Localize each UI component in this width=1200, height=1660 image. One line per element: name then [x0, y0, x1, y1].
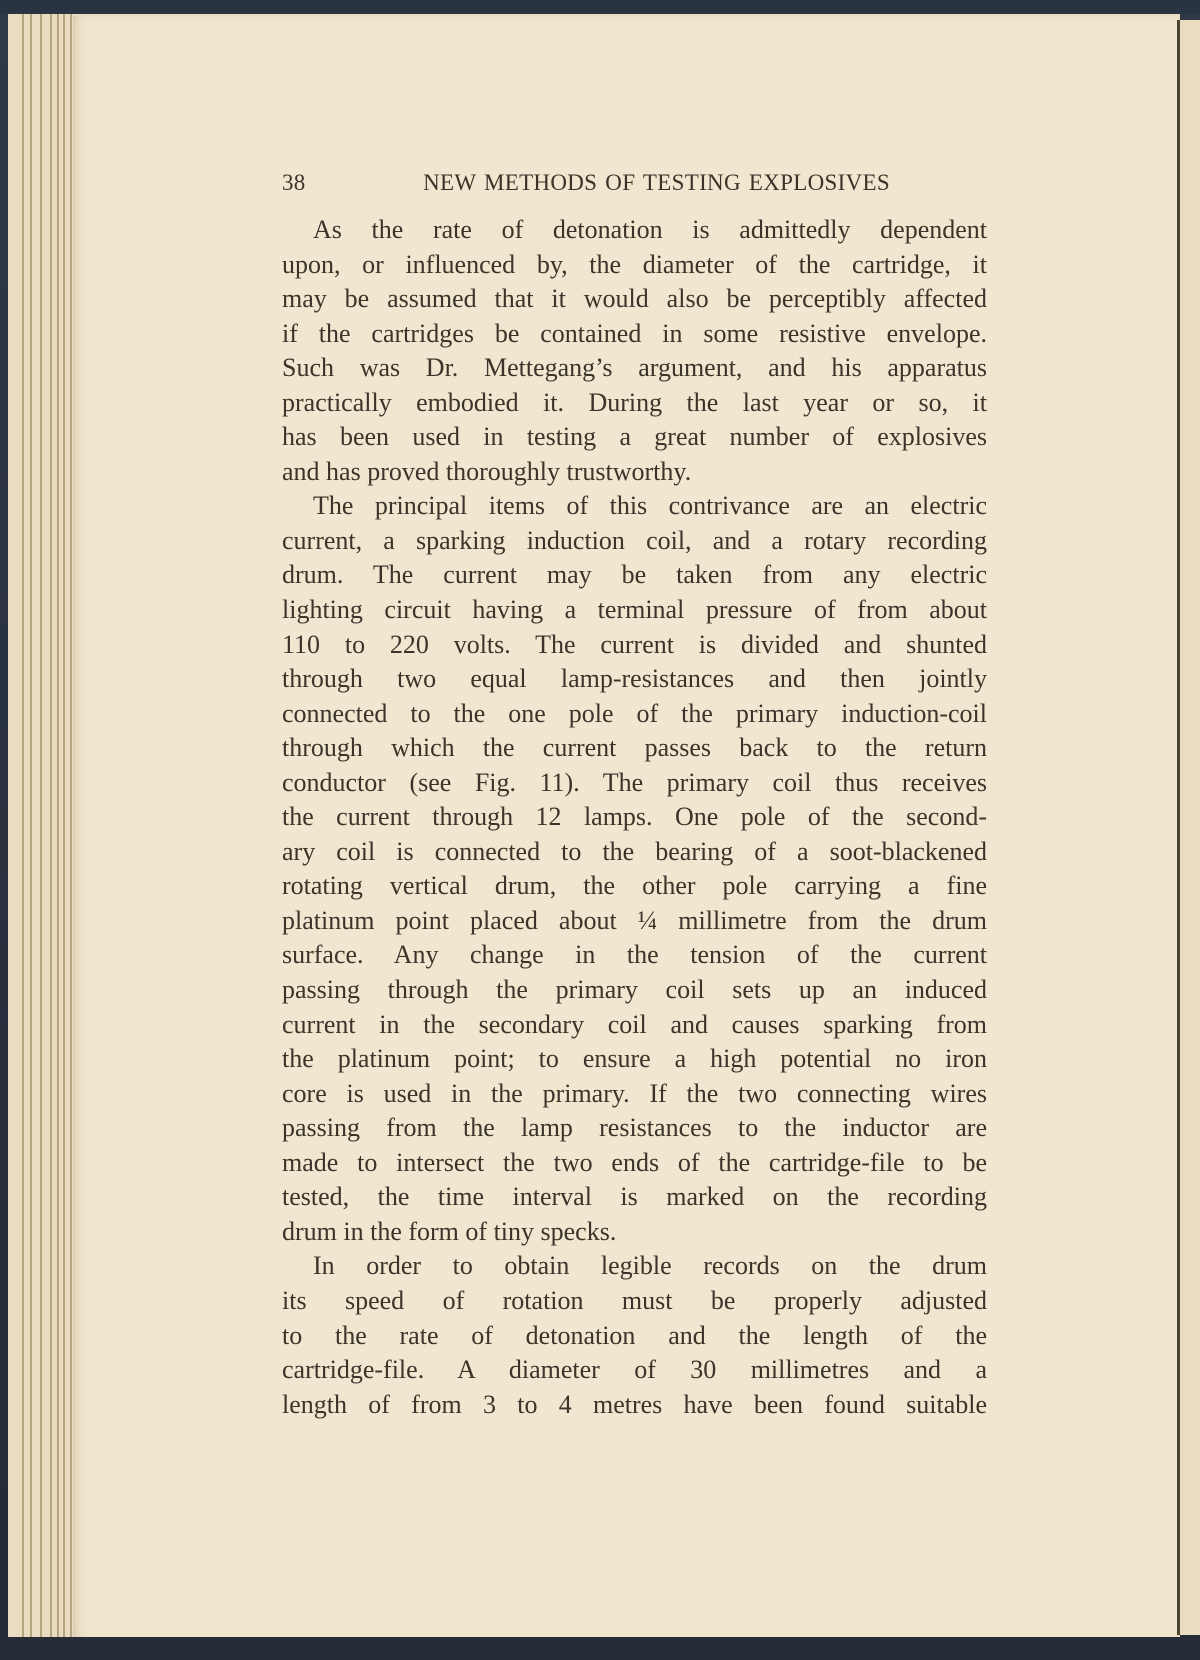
text-line: passing through the primary coil sets up an induced — [282, 975, 987, 1005]
text-line: current in the secondary coil and causes sparking from — [282, 1009, 987, 1039]
text-line: length of from 3 to 4 metres have been found suitable — [282, 1389, 987, 1419]
text-line: may be assumed that it would also be perceptibly affected — [282, 284, 987, 314]
running-head-title: NEW METHODS OF TESTING EXPLOSIVES — [423, 170, 890, 195]
facing-page-edge — [1180, 20, 1200, 1635]
text-line: if the cartridges be contained in some resistive envelope. — [282, 318, 987, 348]
text-line: made to intersect the two ends of the cartridge-file to be — [282, 1147, 987, 1177]
text-line: practically embodied it. During the last year or so, it — [282, 387, 987, 417]
text-line: 110 to 220 volts. The current is divided and shunted — [282, 629, 987, 659]
text-line: The principal items of this contrivance are an electric — [313, 491, 987, 521]
text-line: tested, the time interval is marked on the recording — [282, 1182, 987, 1212]
text-line: surface. Any change in the tension of the current — [282, 940, 987, 970]
leaf-edge — [30, 14, 32, 1640]
leaf-edge — [40, 14, 42, 1640]
text-line: has been used in testing a great number of explosives — [282, 422, 987, 452]
text-line: conductor (see Fig. 11). The primary coil thus receives — [282, 767, 987, 797]
text-line: passing from the lamp resistances to the inductor are — [282, 1113, 987, 1143]
text-line: connected to the one pole of the primary induction-coil — [282, 698, 987, 728]
book-cover-bottom-edge — [0, 1637, 1200, 1660]
text-line: In order to obtain legible records on the drum — [313, 1251, 987, 1281]
leaf-edge — [70, 14, 72, 1640]
text-line: lighting circuit having a terminal pressure of from about — [282, 595, 987, 625]
text-line: drum. The current may be taken from any electric — [282, 560, 987, 590]
text-line: As the rate of detonation is admittedly dependent — [313, 215, 987, 244]
leaf-edge — [50, 14, 52, 1640]
text-line: core is used in the primary. If the two connecting wires — [282, 1078, 987, 1108]
text-line: to the rate of detonation and the length of the — [282, 1320, 987, 1350]
text-line: its speed of rotation must be properly adjusted — [282, 1285, 987, 1315]
text-line: and has proved thoroughly trustworthy. — [282, 456, 692, 486]
text-line: Such was Dr. Mettegang’s argument, and his apparatus — [282, 353, 987, 383]
text-line: drum in the form of tiny specks. — [282, 1216, 617, 1246]
text-line: platinum point placed about ¼ millimetre from the drum — [282, 905, 987, 935]
body-text — [282, 213, 987, 1422]
book-cover-top-edge — [0, 0, 1200, 14]
leaf-edge — [57, 14, 59, 1640]
text-line: through which the current passes back to the return — [282, 733, 987, 763]
text-line: the platinum point; to ensure a high potential no iron — [282, 1044, 987, 1074]
text-line: cartridge-file. A diameter of 30 millimetres and a — [282, 1355, 987, 1385]
text-line: ary coil is connected to the bearing of a soot-blackened — [282, 836, 987, 866]
page-number: 38 — [282, 170, 306, 195]
running-head — [282, 170, 987, 196]
leaf-edge — [63, 14, 65, 1640]
text-line: upon, or influenced by, the diameter of the cartridge, it — [282, 249, 987, 279]
leaf-edge — [22, 14, 24, 1640]
text-line: through two equal lamp-resistances and then jointly — [282, 664, 987, 694]
text-line: current, a sparking induction coil, and a rotary recording — [282, 525, 987, 555]
text-line: rotating vertical drum, the other pole carrying a fine — [282, 871, 987, 901]
text-line: the current through 12 lamps. One pole of the second- — [282, 802, 987, 832]
